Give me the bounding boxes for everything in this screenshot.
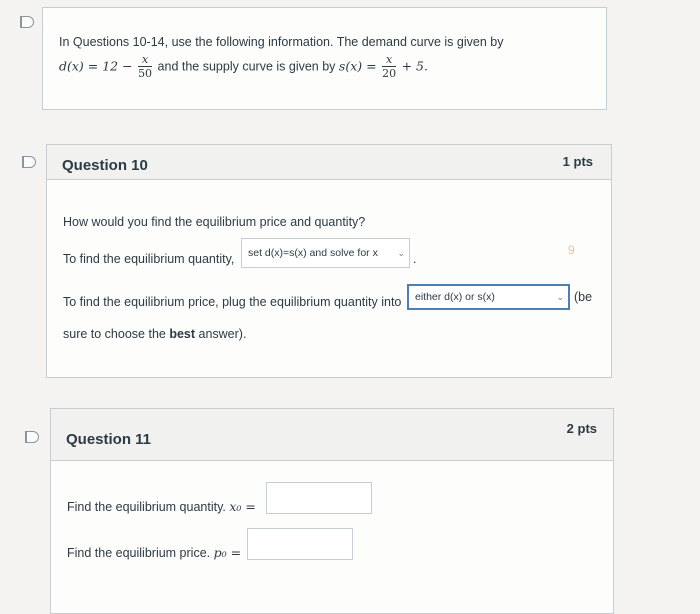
supply-lhs: s(x) =: [338, 58, 377, 74]
intro-card: [42, 7, 607, 110]
after-select-text: (be: [574, 290, 593, 304]
question-11-price-prompt: [67, 545, 241, 560]
quantity-method-value: set d(x)=s(x) and solve for x: [248, 247, 378, 259]
supply-denominator: 20: [382, 67, 397, 80]
question-11-title: Question 11: [66, 431, 152, 448]
quantity-method-select[interactable]: [241, 238, 410, 268]
supply-tail: + 5.: [401, 58, 428, 74]
chevron-down-icon: ⌄: [397, 248, 405, 258]
question-11-quantity-prompt: [67, 499, 256, 514]
intro-line1: In Questions 10-14, use the following information. The demand curve is given by: [59, 35, 504, 49]
question-10-prompt: How would you find the equilibrium price and quantity?: [63, 215, 366, 229]
equilibrium-quantity-input[interactable]: [266, 482, 372, 514]
quantity-variable: x₀ =: [229, 499, 256, 514]
question-11-card: [50, 408, 614, 614]
price-function-select[interactable]: [407, 284, 570, 310]
price-function-value: either d(x) or s(x): [415, 291, 495, 303]
price-label: To find the equilibrium price, plug the equilibrium quantity into: [63, 295, 402, 309]
demand-denominator: 50: [138, 67, 153, 80]
intro-line2: [59, 54, 428, 80]
bookmark-flag-icon[interactable]: [22, 156, 36, 168]
supply-numerator: x: [382, 54, 396, 67]
bookmark-flag-icon[interactable]: [25, 431, 39, 443]
pencil-mark-icon: 9: [568, 243, 575, 257]
quantity-label: To find the equilibrium quantity,: [63, 252, 235, 266]
supply-fraction: [382, 54, 396, 80]
demand-numerator: x: [138, 54, 152, 67]
bookmark-flag-icon[interactable]: [20, 16, 34, 28]
price-variable: p₀ =: [213, 545, 242, 560]
chevron-down-icon: ⌄: [556, 292, 564, 302]
demand-fraction: [138, 54, 152, 80]
question-10-header: [47, 145, 611, 180]
price-prompt-text: Find the equilibrium price.: [67, 546, 211, 560]
question-10-card: Question 10 1 pts How would you find the equilibrium price and quantity? To find the equilibrium quantity, set d(x)=s(x) and solve for x ⌄ . 9 To find the equilibrium price, plug the equilibrium quantity into either d(x) or s(x) ⌄ (be sure to choose the best answer).: [46, 144, 612, 378]
question-10-line3: sure to choose the best answer).: [63, 327, 247, 341]
equilibrium-price-input[interactable]: [247, 528, 353, 560]
question-10-title: Question 10: [62, 157, 148, 174]
demand-lhs: d(x) = 12 −: [59, 58, 133, 74]
intro-connector: and the supply curve is given by: [157, 59, 336, 74]
question-11-header: [51, 409, 613, 461]
quantity-prompt-text: Find the equilibrium quantity.: [67, 500, 226, 514]
question-11-points: 2 pts: [566, 421, 597, 436]
question-10-points: 1 pts: [562, 154, 593, 169]
